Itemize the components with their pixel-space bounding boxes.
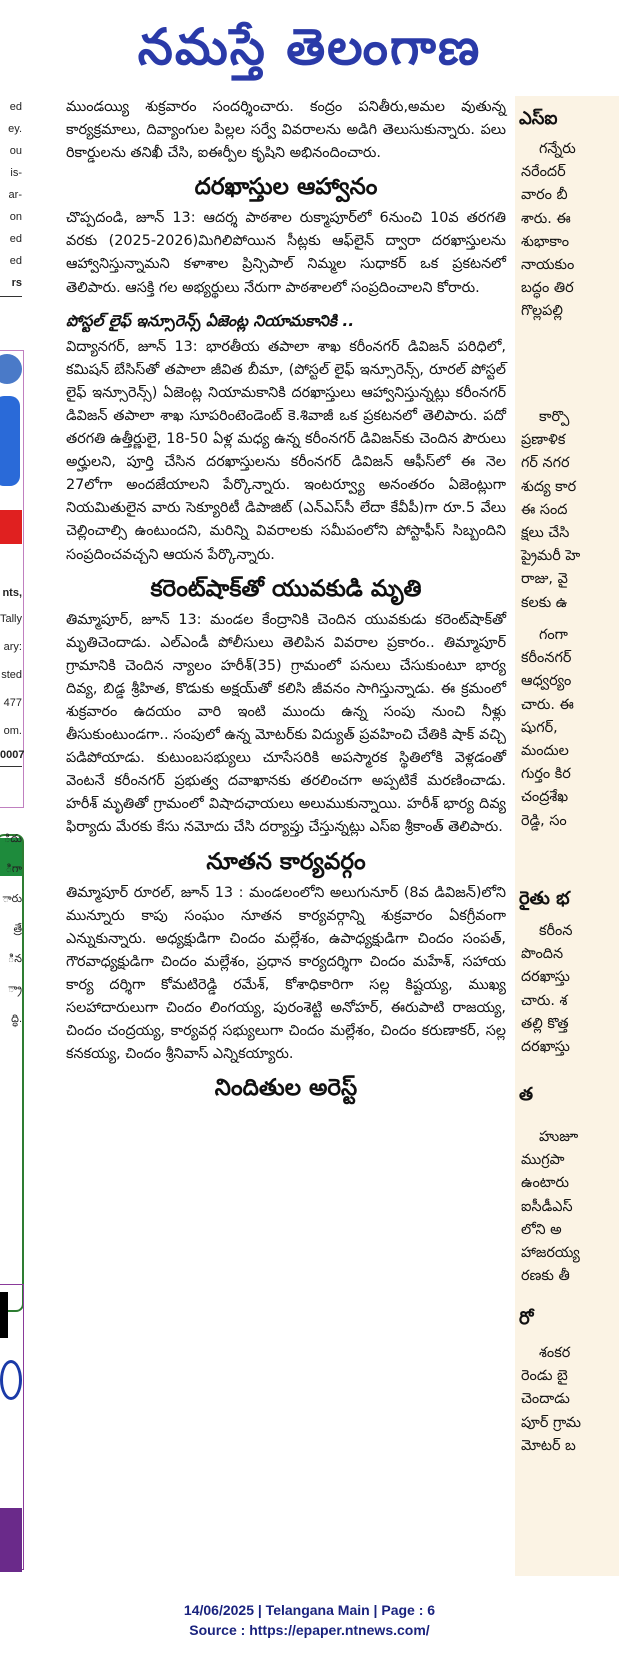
left-fragment-text: ిగా <box>5 863 22 875</box>
right-headline: రైతు భ <box>519 888 570 909</box>
left-fragment-text: sted <box>1 669 22 681</box>
right-text-line: గొల్లపల్లి <box>521 303 563 320</box>
right-text-line: ఆధ్వర్యం <box>521 673 572 690</box>
left-fragment-text: ey. <box>8 123 22 135</box>
right-headline: రో <box>519 1308 534 1329</box>
right-text-line: ఈ సంద <box>521 501 568 518</box>
left-fragment-text: ిన <box>7 953 22 965</box>
right-text-line: షుగర్, <box>521 719 558 736</box>
article-body: తిమ్మాపూర్ రూరల్, జూన్ 13 : మండలంలోని అలుగునూర్ (8వ డివిజన్)లోని మున్నూరు కాపు సంఘం నూతన కార్యవర్గాన్ని శుక్రవారం ఏకగ్రీవంగా ఎన్నుకున్నారు. అధ్యక్షుడిగా చిందం మల్లేశం, ఉపాధ్యక్షుడిగా చిందం సంపత్, గౌరవాధ్యక్షుడిగా చిందం మల్లేశం, ప్రధాన కార్యదర్శిగా చిందం మహేశ్, సహాయ కార్య దర్శిగా కోమటిరెడ్డి రమేశ్, కోశాధికారిగా సల్ల కిష్టయ్య, ముఖ్య సలహాదారులుగా చిందం లింగయ్య, పురంశెట్టి అనోహర్, ఈరుపాటి రాజయ్య, చిందం చంద్రయ్య, కార్యవర్గ సభ్యులుగా చిందం మల్లేశం, చిందం కరుణాకర్, సల్ల కనకయ్య, చిందం శ్రీనివాస్ ఎన్నికయ్యారు. <box>66 884 506 1063</box>
right-text-line: చంద్రశేఖ <box>521 789 569 806</box>
right-text-line: చెందాడు <box>521 1391 570 1408</box>
right-text-line: ఐసీడీఎస్ <box>521 1198 573 1215</box>
right-text-line: కలకు ఉ <box>521 594 568 611</box>
page-footer <box>0 1600 619 1640</box>
left-ad-red-banner <box>0 510 22 544</box>
right-text-line: శుభాకాం <box>521 233 570 250</box>
right-text-line: నరేందర్ <box>521 164 566 181</box>
left-fragment-text: 0007 <box>0 749 25 761</box>
left-fragment-text: on <box>9 211 22 223</box>
left-cropped-column <box>0 96 25 1576</box>
right-text-line: మోటర్ బ <box>521 1437 576 1454</box>
article-body: చొప్పదండి, జూన్ 13: ఆదర్శ పాఠశాల రుక్మాపూర్‌లో 6నుంచి 10వ తరగతి వరకు (2025-2026)మిగిలిపోయిన సీట్లకు ఆఫ్‌లైన్ ద్వారా దరఖాస్తులను ఆహ్వానిస్తున్నామని కళాశాల ప్రిన్సిపాల్ నిమ్మల సుధాకర్ ఒక ప్రకటనలో తెలిపారు. ఆసక్తి గల అభ్యర్థులు నేరుగా పాఠశాలలో సంప్రదించాలని కోరారు. <box>66 210 506 296</box>
article-headline: కరెంట్‌షాక్‌తో యువకుడి మృతి <box>150 575 422 602</box>
left-rule <box>0 766 22 767</box>
left-fragment-text: ్రా <box>8 983 22 995</box>
right-text-line: హుజూ <box>539 1129 579 1145</box>
right-text-line: ప్రైమరీ హె <box>521 548 581 565</box>
right-text-line: ఉంటారు <box>521 1175 570 1192</box>
right-text-line: కరీంనగర్ <box>521 650 572 667</box>
right-text-line: శుద్య కార <box>521 478 577 495</box>
right-text-line: చారు. శ <box>521 992 568 1009</box>
right-text-line: తల్లి కొత్త <box>521 1015 569 1032</box>
left-fragment-text: 477 <box>3 697 22 709</box>
right-text-line: లోని అ <box>521 1221 562 1238</box>
left-fragment-text: ిదు <box>4 833 22 845</box>
footer-source: Source : https://epaper.ntnews.com/ <box>189 1622 430 1638</box>
right-text-line: కార్పొ <box>539 409 570 425</box>
left-fragment-text: nts, <box>2 587 22 599</box>
left-black-bar <box>0 1292 8 1338</box>
intro-paragraph: ముండయ్యి శుక్రవారం సందర్శించారు. కంద్రం పనితీరు,అమల వుతున్న కార్యక్రమాలు, దివ్యాంగుల పిల్లల సర్వే వివరాలను అడిగి తెలుసుకున్నారు. పలు రికార్డులను తనిఖీ చేసి, ఐఈర్పీల కృషిని అభినందించారు. <box>66 99 506 162</box>
right-text-line: చారు. ఈ <box>521 696 574 713</box>
article-headline: నూతన కార్యవర్గం <box>206 848 366 875</box>
masthead-title: నమస్తే తెలంగాణ <box>137 17 482 76</box>
right-text-line: దరఖాస్తు <box>521 1039 570 1055</box>
left-purple-block <box>0 1508 22 1572</box>
right-text-line: పొందిన <box>521 946 564 963</box>
right-text-line: వారం బీ <box>521 187 568 204</box>
right-text-line: గుర్తం కిర <box>521 766 571 783</box>
right-text-line: రణకు తీ <box>521 1268 570 1285</box>
right-text-line: కరీంన <box>539 923 573 939</box>
left-fragment-text: ారు <box>2 893 22 905</box>
right-headline: ఎస్ఐ <box>519 108 558 129</box>
left-fragment-text: ed <box>9 255 22 267</box>
right-text-line: శారు. ఈ <box>521 210 571 227</box>
right-headline: త <box>519 1084 534 1105</box>
right-text-line: బద్ధం తిర <box>521 280 574 297</box>
left-blue-ring <box>0 1360 22 1400</box>
article-subheadline: పోస్టల్ లైఫ్ ఇన్సూరెన్స్ ఏజెంట్ల నియామకానికి .. <box>66 311 355 330</box>
right-text-line: రెడ్డి, సం <box>521 812 567 829</box>
right-text-line: దరఖాస్తు <box>521 969 570 986</box>
footer-date-edition: 14/06/2025 | Telangana Main | Page : 6 <box>183 1602 436 1618</box>
right-text-line: ప్రణాళిక <box>521 432 566 449</box>
left-fragment-text: rs <box>11 277 22 289</box>
left-rule <box>0 296 22 297</box>
right-text-line: మందుల <box>521 743 569 759</box>
left-fragment-text: is- <box>10 167 22 179</box>
right-text-line: రెండు బై <box>521 1368 568 1385</box>
article-headline: నిందితుల అరెస్ట్ <box>214 1075 358 1102</box>
left-fragment-text: ou <box>9 145 22 157</box>
left-fragment-text: ary: <box>3 641 22 653</box>
left-ad-graphic <box>0 396 20 486</box>
right-text-line: రాజు, వై <box>521 571 568 588</box>
left-fragment-text: ar- <box>8 189 22 201</box>
left-fragment-text: om. <box>3 725 22 737</box>
right-text-line: హాజరయ్య <box>521 1245 580 1261</box>
main-column <box>66 96 506 1576</box>
left-fragment-text: ద్ధి. <box>11 1013 22 1025</box>
right-text-line: గర్ నగర <box>521 455 570 472</box>
right-text-line: గంగా <box>539 627 568 643</box>
right-text-line: పూర్ గ్రామ <box>521 1414 581 1431</box>
right-text-line: క్షలు చేసి <box>521 525 570 541</box>
left-fragment-text: ed <box>9 233 22 245</box>
left-fragment-text: త్రే <box>13 923 22 935</box>
right-cropped-column <box>515 96 619 1576</box>
right-text-line: నాయకుం <box>521 257 575 273</box>
article-body: తిమ్మాపూర్, జూన్ 13: మండల కేంద్రానికి చెందిన యువకుడు కరెంట్‌షాక్‌తో మృతిచెందాడు. ఎల్ఎండీ పోలీసులు తెలిపిన వివరాల ప్రకారం.. తిమ్మాపూర్ గ్రామానికి చెందిన న్యాలం హరీశ్(35) గ్రామంలో పనులు చేసుకుంటూ భార్య దివ్య, బిడ్డ శ్రీహిత, కొడుకు అక్షయ్‌తో కలిసి జీవనం సాగిస్తున్నాడు. ఈ క్రమంలో శుక్రవారం ఉదయం వారి ఇంటి ముందు ఉన్న సంపు నుంచి నీళ్లు తీసుకుంటుండగా.. సంపులో ఉన్న మోటర్‌కు విద్యుత్ ప్రవహించి చేతికి షాక్ వచ్చి పడిపోయాడు. కుటుంబసభ్యులు చూసేసరికి అపస్మారక స్థితిలోకి వెళ్లడంతో వెంటనే కరీంనగర్ ప్రభుత్వ దవాఖానకు తరలించగా అప్పటికే మరణించాడు. హరీశ్ మృతితో గ్రామంలో విషాదఛాయలు అలుముకున్నాయి. హరీశ్ భార్య దివ్య ఫిర్యాదు మేరకు కేసు నమోదు చేసి దర్యాప్తు చేస్తున్నట్లు ఎస్ఐ శ్రీకాంత్ తెలిపారు. <box>66 611 506 836</box>
right-text-line: శంకర <box>539 1345 571 1361</box>
right-text-line: గన్నేరు <box>539 141 576 157</box>
article-body: విద్యానగర్, జూన్ 13: భారతీయ తపాలా శాఖ కరీంనగర్ డివిజన్ పరిధిలో, కమిషన్ బేసిస్‌తో తపాలా జీవిత బీమా, (పోస్టల్ లైఫ్ ఇన్సూరెన్స్, రూరల్ పోస్టల్ లైఫ్ ఇన్సూరెన్స్) ఏజెంట్ల నియామకానికి దరఖాస్తులు ఆహ్వానిస్తున్నట్లు కరీంనగర్ డివిజన్ తపాలా శాఖ సూపరింటెండెంట్ కె.శివాజీ ఒక ప్రకటనలో తెలిపారు. పదో తరగతి ఉత్తీర్ణులై, 18-50 ఏళ్ల మధ్య ఉన్న కరీంనగర్ డివిజన్‌కు చెందిన పౌరులు అర్హులని, పూర్తి చేసిన దరఖాస్తులను కరీంనగర్ డివిజన్ ఆఫీస్‌లో ఈ నెల 27లోగా అందజేయాలని పేర్కొన్నారు. ఇంటర్వ్యూ అనంతరం ఏజెంట్లుగా నియమితులైన వారు సెక్యూరిటీ డిపాజిట్ (ఎన్ఎస్‌సీ లేదా కేవీపీ)గా రూ.5 వేలు చెల్లించాల్సి ఉంటుందని, మరిన్ని వివరాలకు సమీపంలోని పోస్టాఫీస్ సిబ్బందిని సంప్రదించవచ్చని ఆయన పేర్కొన్నారు. <box>66 338 506 563</box>
article-headline: దరఖాస్తుల ఆహ్వానం <box>194 174 378 201</box>
right-text-line: ముగ్రపా <box>521 1152 565 1169</box>
left-fragment-text: Tally <box>0 613 23 625</box>
left-fragment-text: ed <box>9 101 22 113</box>
